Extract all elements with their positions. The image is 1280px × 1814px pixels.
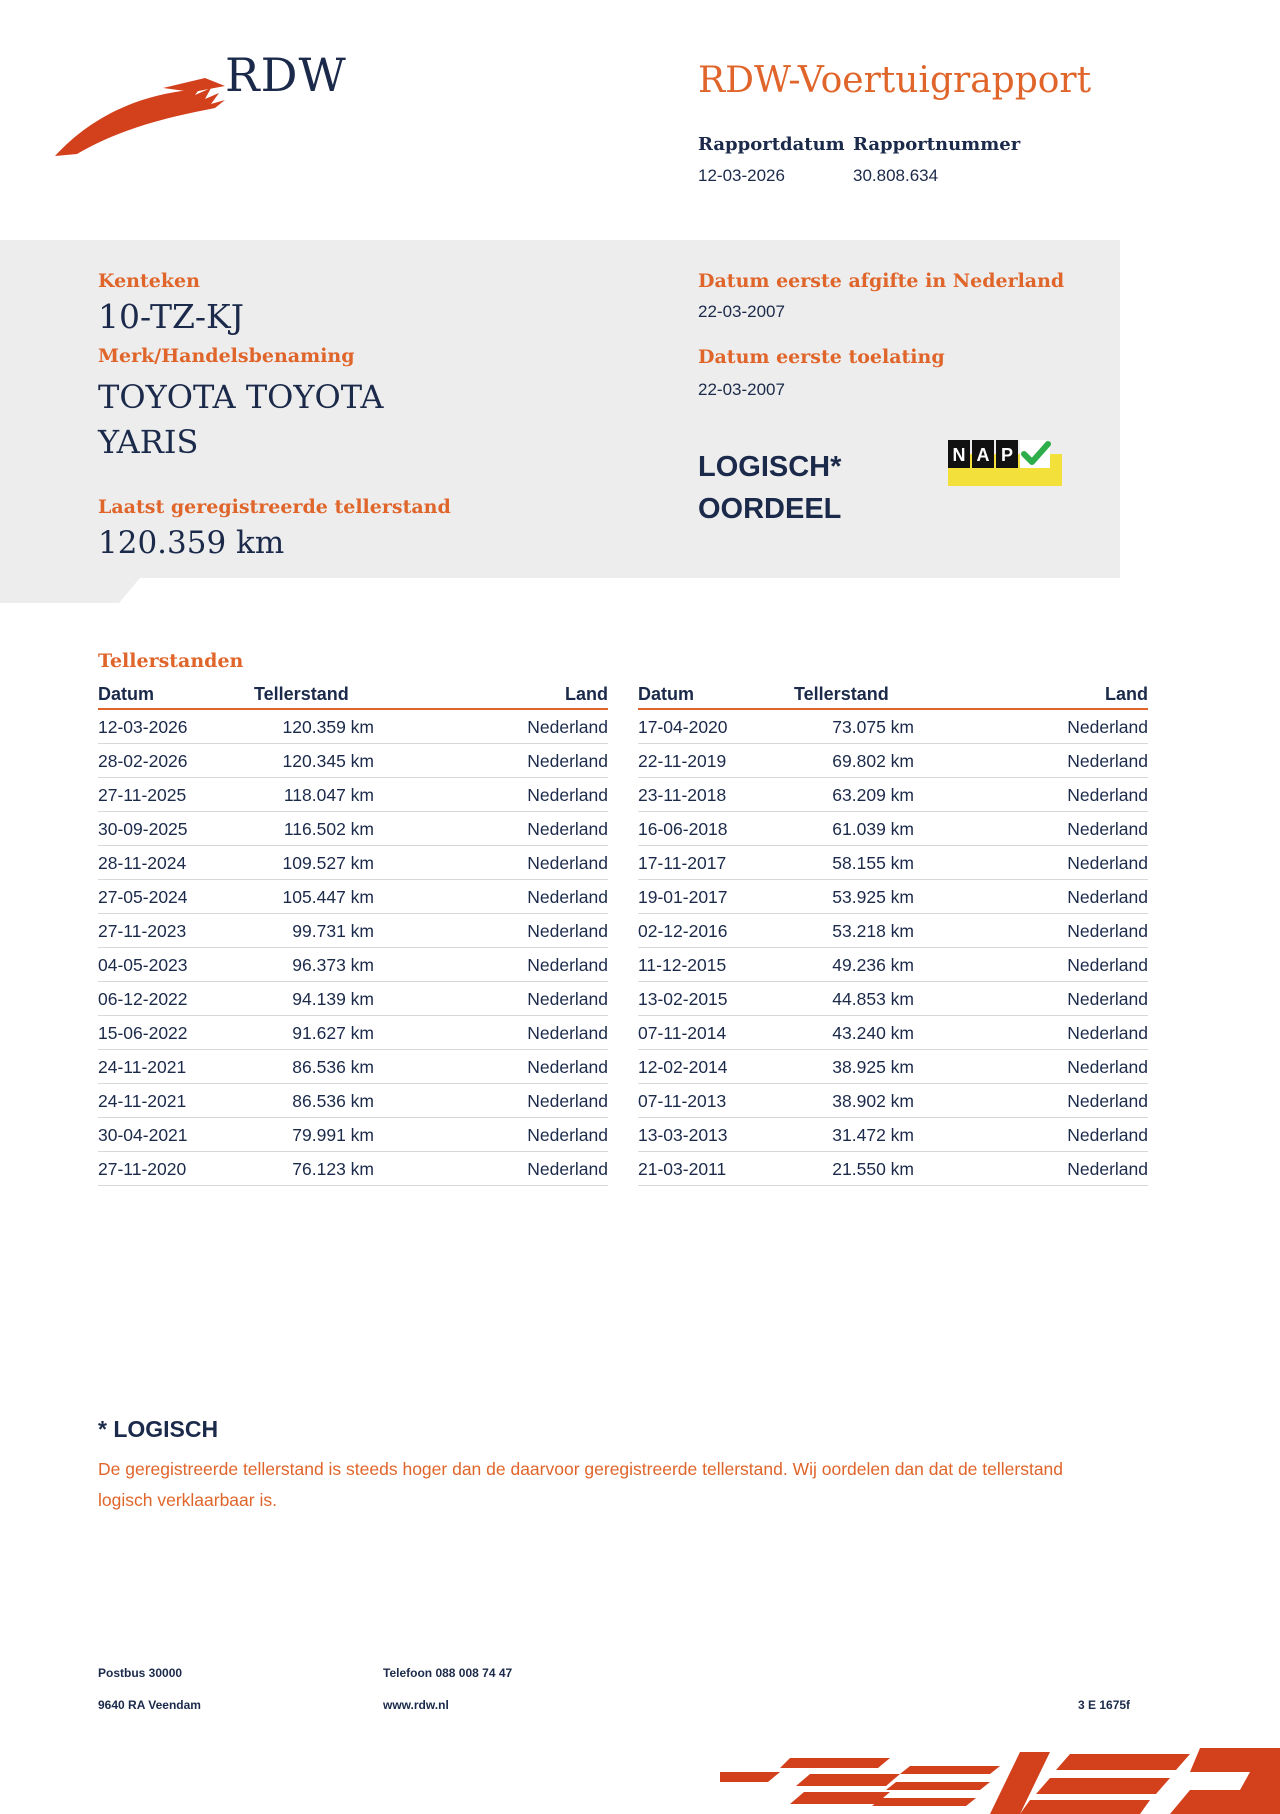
table-row xyxy=(98,948,608,982)
cell-odometer: 53.925 km xyxy=(788,880,914,914)
cell-country: Nederland xyxy=(374,948,608,982)
cell-date: 07-11-2013 xyxy=(638,1084,788,1118)
table-row xyxy=(98,1084,608,1118)
col-header-country: Land xyxy=(374,682,608,709)
table-row xyxy=(98,709,608,744)
cell-country: Nederland xyxy=(374,709,608,744)
logo-text: RDW xyxy=(225,48,347,102)
table-row xyxy=(98,982,608,1016)
report-number-label: Rapportnummer xyxy=(853,134,1021,155)
cell-odometer: 44.853 km xyxy=(788,982,914,1016)
table-row xyxy=(638,1118,1148,1152)
cell-country: Nederland xyxy=(374,880,608,914)
cell-country: Nederland xyxy=(914,778,1148,812)
cell-country: Nederland xyxy=(374,1050,608,1084)
cell-date: 17-04-2020 xyxy=(638,709,788,744)
report-title: RDW-Voertuigrapport xyxy=(698,60,1092,101)
odometer-table-title: Tellerstanden xyxy=(98,650,244,672)
make-line-1: TOYOTA TOYOTA xyxy=(98,378,384,416)
cell-odometer: 69.802 km xyxy=(788,744,914,778)
cell-date: 19-01-2017 xyxy=(638,880,788,914)
footer-website: www.rdw.nl xyxy=(383,1698,449,1712)
nap-logo-icon xyxy=(948,440,1062,486)
cell-odometer: 120.359 km xyxy=(248,709,374,744)
cell-odometer: 63.209 km xyxy=(788,778,914,812)
verdict xyxy=(698,446,958,530)
cell-date: 24-11-2021 xyxy=(98,1084,248,1118)
table-row xyxy=(638,880,1148,914)
cell-odometer: 61.039 km xyxy=(788,812,914,846)
cell-odometer: 79.991 km xyxy=(248,1118,374,1152)
cell-country: Nederland xyxy=(914,1016,1148,1050)
cell-country: Nederland xyxy=(914,744,1148,778)
cell-date: 28-11-2024 xyxy=(98,846,248,880)
cell-odometer: 38.902 km xyxy=(788,1084,914,1118)
cell-date: 12-02-2014 xyxy=(638,1050,788,1084)
footer-phone: Telefoon 088 008 74 47 xyxy=(383,1666,513,1680)
cell-odometer: 43.240 km xyxy=(788,1016,914,1050)
plate-label: Kenteken xyxy=(98,270,200,292)
odometer-value: 120.359 km xyxy=(98,525,285,561)
cell-date: 16-06-2018 xyxy=(638,812,788,846)
table-row xyxy=(638,846,1148,880)
cell-country: Nederland xyxy=(374,1152,608,1186)
table-row xyxy=(638,1152,1148,1186)
cell-country: Nederland xyxy=(374,778,608,812)
cell-odometer: 86.536 km xyxy=(248,1050,374,1084)
cell-odometer: 91.627 km xyxy=(248,1016,374,1050)
make-line-2: YARIS xyxy=(98,423,199,461)
cell-date: 24-11-2021 xyxy=(98,1050,248,1084)
table-row xyxy=(638,1016,1148,1050)
cell-date: 21-03-2011 xyxy=(638,1152,788,1186)
cell-date: 02-12-2016 xyxy=(638,914,788,948)
cell-date: 27-11-2020 xyxy=(98,1152,248,1186)
cell-country: Nederland xyxy=(374,812,608,846)
cell-odometer: 109.527 km xyxy=(248,846,374,880)
table-row xyxy=(98,778,608,812)
cell-odometer: 76.123 km xyxy=(248,1152,374,1186)
cell-date: 13-02-2015 xyxy=(638,982,788,1016)
table-row xyxy=(638,982,1148,1016)
cell-odometer: 94.139 km xyxy=(248,982,374,1016)
report-date: 12-03-2026 xyxy=(698,166,785,185)
cell-date: 15-06-2022 xyxy=(98,1016,248,1050)
cell-odometer: 58.155 km xyxy=(788,846,914,880)
cell-odometer: 49.236 km xyxy=(788,948,914,982)
cell-date: 11-12-2015 xyxy=(638,948,788,982)
cell-country: Nederland xyxy=(914,846,1148,880)
footnote-text: De geregistreerde tellerstand is steeds hoger dan de daarvoor geregistreerde tellerstand. Wij oordelen dan dat de tellerstand logisch verklaarbaar is. xyxy=(98,1459,1064,1510)
cell-date: 06-12-2022 xyxy=(98,982,248,1016)
first-admission-date: 22-03-2007 xyxy=(698,380,785,399)
odometer-table-left xyxy=(98,682,608,1186)
cell-date: 27-11-2025 xyxy=(98,778,248,812)
cell-date: 13-03-2013 xyxy=(638,1118,788,1152)
odometer-label: Laatst geregistreerde tellerstand xyxy=(98,496,451,518)
verdict-line-1: LOGISCH* xyxy=(698,451,842,483)
cell-country: Nederland xyxy=(374,846,608,880)
cell-country: Nederland xyxy=(914,812,1148,846)
nap-letter-p: P xyxy=(1000,445,1014,465)
cell-date: 12-03-2026 xyxy=(98,709,248,744)
cell-country: Nederland xyxy=(914,1118,1148,1152)
col-header-country: Land xyxy=(914,682,1148,709)
cell-country: Nederland xyxy=(374,1084,608,1118)
footer-city: 9640 RA Veendam xyxy=(98,1698,201,1712)
cell-odometer: 99.731 km xyxy=(248,914,374,948)
cell-country: Nederland xyxy=(374,982,608,1016)
report-date-label: Rapportdatum xyxy=(698,134,845,155)
cell-date: 27-11-2023 xyxy=(98,914,248,948)
cell-date: 30-09-2025 xyxy=(98,812,248,846)
table-row xyxy=(638,1050,1148,1084)
odometer-table-right xyxy=(638,682,1148,1186)
table-row xyxy=(638,812,1148,846)
cell-date: 04-05-2023 xyxy=(98,948,248,982)
cell-odometer: 86.536 km xyxy=(248,1084,374,1118)
cell-country: Nederland xyxy=(914,1050,1148,1084)
table-row xyxy=(98,1118,608,1152)
verdict-line-2: OORDEEL xyxy=(698,493,842,525)
report-number: 30.808.634 xyxy=(853,166,939,185)
table-row xyxy=(98,812,608,846)
nap-letter-a: A xyxy=(976,445,990,465)
first-issue-date: 22-03-2007 xyxy=(698,302,785,321)
footer-code: 3 E 1675f xyxy=(1078,1698,1131,1712)
footer-stripes-icon xyxy=(720,1742,1280,1814)
cell-country: Nederland xyxy=(374,744,608,778)
table-row xyxy=(98,880,608,914)
table-row xyxy=(638,778,1148,812)
col-header-odometer: Tellerstand xyxy=(788,682,914,709)
plate-number: 10-TZ-KJ xyxy=(98,297,244,336)
cell-odometer: 96.373 km xyxy=(248,948,374,982)
col-header-date: Datum xyxy=(638,682,788,709)
cell-odometer: 120.345 km xyxy=(248,744,374,778)
cell-date: 27-05-2024 xyxy=(98,880,248,914)
cell-country: Nederland xyxy=(914,1152,1148,1186)
table-row xyxy=(638,744,1148,778)
cell-country: Nederland xyxy=(914,982,1148,1016)
cell-date: 30-04-2021 xyxy=(98,1118,248,1152)
table-row xyxy=(98,744,608,778)
cell-odometer: 53.218 km xyxy=(788,914,914,948)
first-issue-label: Datum eerste afgifte in Nederland xyxy=(698,270,1065,292)
table-row xyxy=(98,846,608,880)
cell-country: Nederland xyxy=(374,914,608,948)
cell-odometer: 21.550 km xyxy=(788,1152,914,1186)
make-label: Merk/Handelsbenaming xyxy=(98,345,355,367)
cell-country: Nederland xyxy=(914,880,1148,914)
cell-date: 28-02-2026 xyxy=(98,744,248,778)
cell-odometer: 116.502 km xyxy=(248,812,374,846)
table-row xyxy=(638,948,1148,982)
cell-country: Nederland xyxy=(374,1118,608,1152)
table-row xyxy=(98,914,608,948)
col-header-odometer: Tellerstand xyxy=(248,682,374,709)
cell-country: Nederland xyxy=(914,948,1148,982)
cell-country: Nederland xyxy=(374,1016,608,1050)
cell-country: Nederland xyxy=(914,914,1148,948)
table-row xyxy=(638,914,1148,948)
table-row xyxy=(638,1084,1148,1118)
cell-odometer: 73.075 km xyxy=(788,709,914,744)
cell-odometer: 105.447 km xyxy=(248,880,374,914)
nap-letter-n: N xyxy=(952,445,966,465)
cell-country: Nederland xyxy=(914,1084,1148,1118)
table-row xyxy=(98,1050,608,1084)
first-admission-label: Datum eerste toelating xyxy=(698,346,945,368)
cell-date: 07-11-2014 xyxy=(638,1016,788,1050)
footer-postbus: Postbus 30000 xyxy=(98,1666,183,1680)
cell-date: 23-11-2018 xyxy=(638,778,788,812)
cell-odometer: 31.472 km xyxy=(788,1118,914,1152)
table-row xyxy=(98,1016,608,1050)
table-row xyxy=(98,1152,608,1186)
summary-panel-tab xyxy=(0,578,140,603)
cell-date: 22-11-2019 xyxy=(638,744,788,778)
footnote-title: * LOGISCH xyxy=(98,1416,219,1442)
cell-odometer: 38.925 km xyxy=(788,1050,914,1084)
cell-country: Nederland xyxy=(914,709,1148,744)
cell-date: 17-11-2017 xyxy=(638,846,788,880)
cell-odometer: 118.047 km xyxy=(248,778,374,812)
col-header-date: Datum xyxy=(98,682,248,709)
table-row xyxy=(638,709,1148,744)
